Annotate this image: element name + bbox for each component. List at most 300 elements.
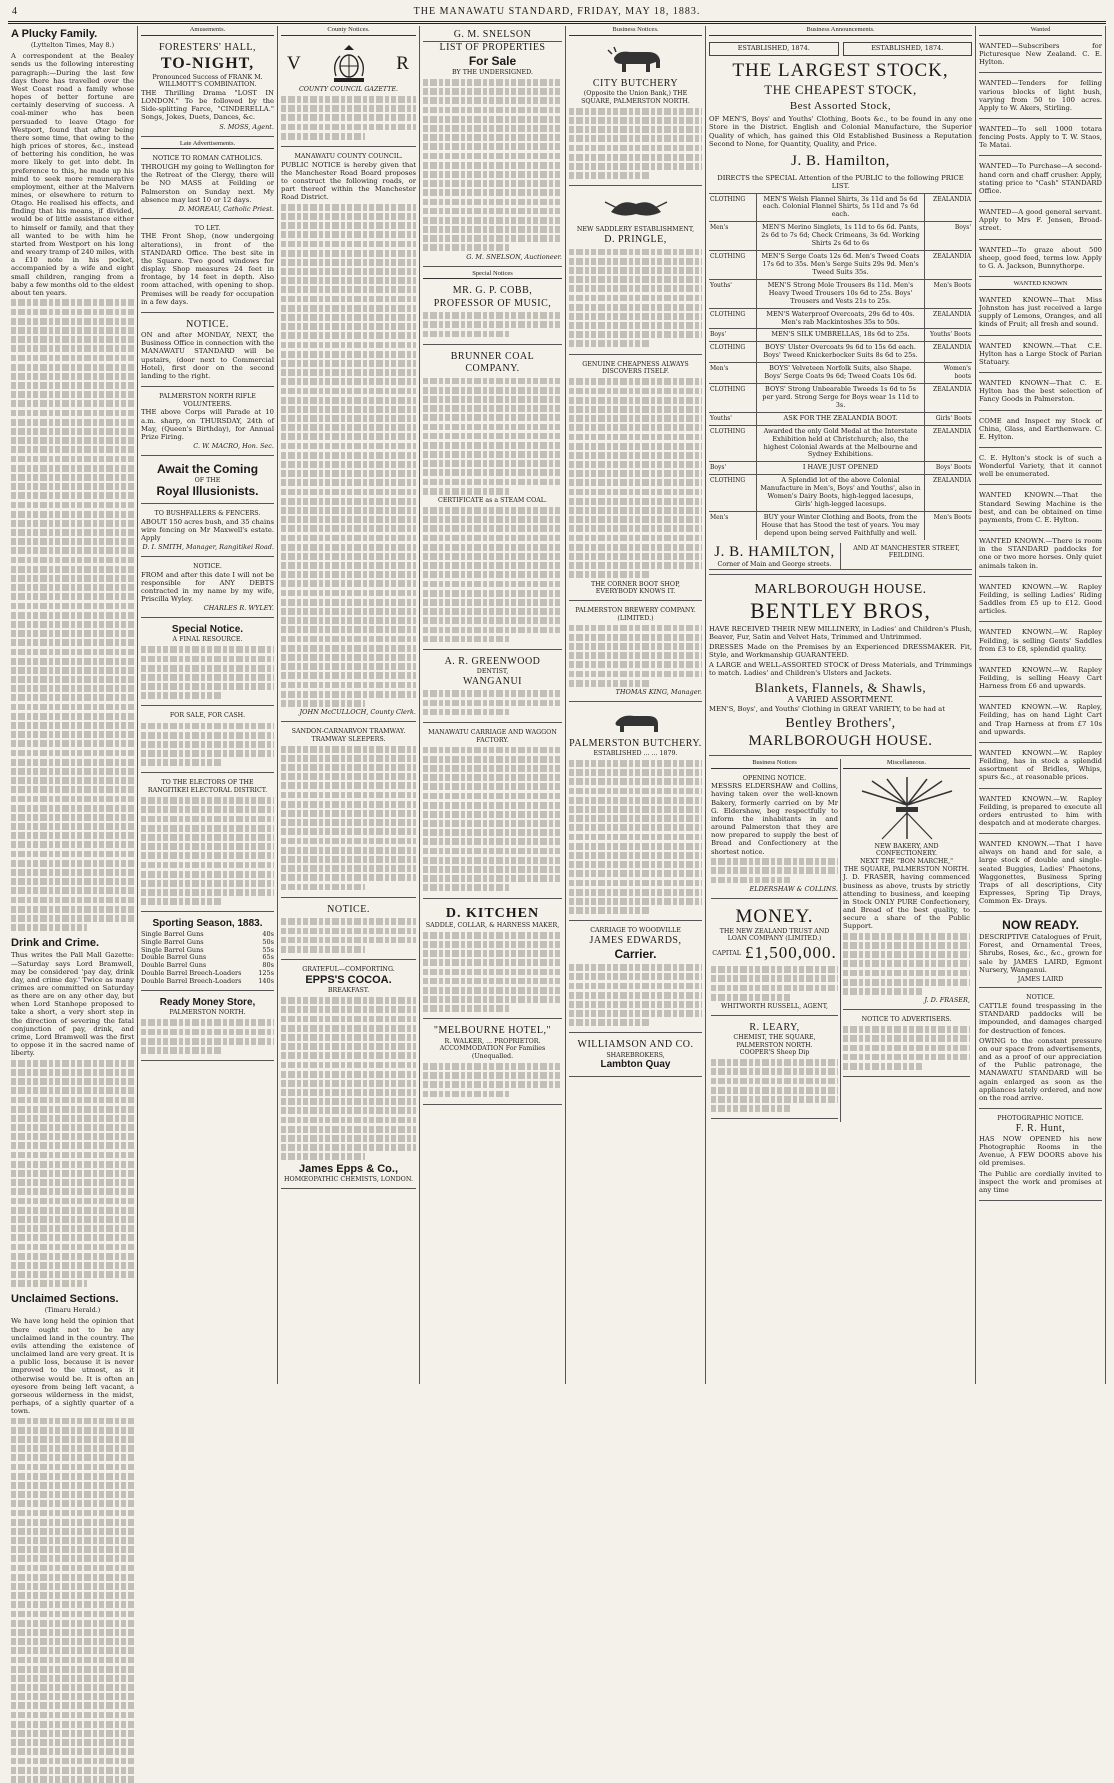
price-row-right-label: Boys': [924, 222, 972, 250]
tonight-heading: TO-NIGHT,: [160, 55, 255, 73]
hamilton-ad: [709, 39, 972, 575]
price-row-left-label: CLOTHING: [709, 384, 757, 412]
price-row-left-label: CLOTHING: [709, 309, 757, 329]
hamilton-intro: OF MEN'S, Boys' and Youths' Clothing, Boots &c., to be found in any one Store in the District. English and Colonial Manufacture, the Superior Quality of which, has gained this Old Established Business a Reputation Second to None, for Quantity, Quality, and Price.: [709, 115, 972, 148]
now-ready-text: DESCRIPTIVE Catalogues of Fruit, Forest, and Ornamental Trees, Shrubs, Roses, &c., &c., grown for sale by JAMES LAIRD, Egmont Nursery, Wanganui.: [979, 933, 1102, 974]
catholics-ad: [141, 152, 274, 218]
gun-price: 55s: [262, 945, 274, 954]
price-row-right-label: ZEALANDIA: [924, 251, 972, 279]
late-ads-header: Late Advertisements.: [141, 140, 274, 150]
gun-price: 140s: [258, 977, 274, 986]
price-row-text: BOYS' Velveteen Norfolk Suits, also Shape. Boys' Serge Coats 9s 6d; Tweed Coats 10s 6d.: [764, 364, 917, 381]
known-11-text: WANTED KNOWN.—W. Rapley, Feilding, has on hand Light Cart and Trap Harness at from £7 10s and upwards.: [979, 703, 1102, 736]
fraser-sig: J. D. FRASER,: [924, 996, 970, 1005]
price-list-row: [709, 425, 972, 462]
snelson-header: G. M. SNELSON: [423, 29, 562, 42]
known-12: [979, 746, 1102, 789]
gun-price-list: [141, 931, 274, 986]
dentist-name: A. R. GREENWOOD: [444, 655, 541, 667]
varied: A VARIED ASSORTMENT.: [787, 695, 894, 705]
county-council-ad: [281, 150, 416, 722]
wanted-2-text: WANTED—Tenders for felling various blocks of light bush, varying from 50 to 100 acres. Apply to W. Akers, Stirling.: [979, 79, 1102, 112]
column-7: [976, 26, 1106, 1384]
carriage-factory-ad: [423, 726, 562, 899]
wanted-5: [979, 205, 1102, 239]
electors-title: TO THE ELECTORS OF THE RANGITIKEI ELECTORAL DISTRICT.: [147, 779, 268, 795]
price-list-row: [709, 362, 972, 383]
pringle-name: D. PRINGLE,: [604, 234, 667, 246]
fraser-text: J. D. FRASER, having commenced business as above, trusts by strictly attending to business, and keeping in Stock ONLY PURE Confectionery, and Bread of the best quality, to secure a share of the Public Support.: [843, 873, 970, 931]
notice-text: ON and after MONDAY, NEXT, the Business Office in connection with the MANAWATU STANDARD will be upstairs, (door next to Commercial Hotel), first door on the second landing to the right.: [141, 331, 274, 380]
special-notices-header: Special Notices: [423, 270, 562, 280]
dentist-title: DENTIST,: [476, 668, 509, 676]
melbourne-title: "MELBOURNE HOTEL,": [433, 1025, 552, 1037]
price-row-left-label: Youths': [709, 413, 757, 425]
hunt-text: HAS NOW OPENED his new Photographic Rooms in the Avenue, A FEW DOORS above his old premises.: [979, 1134, 1102, 1168]
gun-price: 40s: [262, 929, 274, 938]
brewery-title: PALMERSTON BREWERY COMPANY. (LIMITED.): [575, 606, 696, 622]
sleepers-title: TRAMWAY SLEEPERS.: [311, 735, 386, 743]
known-1: [979, 293, 1102, 336]
known-6: [979, 488, 1102, 531]
certificate: CERTIFICATE as a STEAM COAL.: [438, 497, 547, 504]
bentley-brothers: Bentley Brothers',: [785, 716, 896, 732]
known-9: [979, 625, 1102, 659]
hamilton-footer-name: J. B. HAMILTON,: [714, 543, 835, 560]
bentley-mens: MEN'S, Boys', and Youths' Clothing in GREAT VARIETY, to be had at: [709, 705, 945, 714]
williamson-ad: [569, 1036, 702, 1076]
price-row-right-label: Men's Boots: [924, 280, 972, 308]
leary-ad: [711, 1019, 838, 1120]
rifle-title: PALMERSTON NORTH RIFLE VOLUNTEERS.: [159, 393, 256, 408]
wanted-2: [979, 76, 1102, 119]
county-gazette-ad: [281, 39, 416, 147]
ready-money-sub: PALMERSTON NORTH.: [169, 1009, 246, 1017]
known-8: [979, 580, 1102, 623]
known-7: [979, 534, 1102, 577]
tramway-ad: [281, 725, 416, 898]
masthead: [8, 6, 1106, 20]
brunner-ad: [423, 348, 562, 650]
notice-3-title: NOTICE.: [327, 903, 370, 915]
butchery-established: ESTABLISHED ... ... 1879.: [593, 750, 678, 758]
bentley-ad: [709, 578, 972, 756]
whitworth: WHITWORTH RUSSELL, AGENT,: [720, 1003, 829, 1010]
hunt-name: F. R. Hunt,: [1015, 1122, 1066, 1134]
wanted-3: [979, 122, 1102, 156]
hunt-end: The Public are cordially invited to inspect the work and promises at any time: [979, 1169, 1102, 1194]
advertisers-title: NOTICE TO ADVERTISERS.: [861, 1016, 952, 1024]
edwards-name: JAMES EDWARDS,: [589, 934, 682, 946]
best-assorted: Best Assorted Stock,: [789, 99, 892, 112]
drama-text: THE Thrilling Drama "LOST IN LONDON." To be followed by the Side-splitting Farce, "CINDERELLA." Songs, Jokes, Duets, Dances, &c.: [141, 88, 274, 122]
opening-notice: OPENING NOTICE.: [742, 774, 807, 782]
known-10-text: WANTED KNOWN.—W. Rapley Feilding, is selling Heavy Cart Harness from £6 and upwards.: [979, 665, 1102, 691]
cooper-dip: COOPER'S Sheep Dip: [739, 1049, 810, 1057]
known-9-text: WANTED KNOWN.—W. Rapley Feilding, is selling Gents' Saddles from £3 to £8, splendid quality.: [979, 628, 1102, 653]
price-row-left-label: Youths': [709, 280, 757, 308]
price-row-right-label: ZEALANDIA: [924, 194, 972, 222]
corner-boot-ad: [569, 358, 702, 601]
notice-title: NOTICE.: [186, 318, 229, 330]
rifle-ad: [141, 390, 274, 456]
known-6-text: WANTED KNOWN.—That the Standard Sewing Machine is the best, and can be obtained on time payments, from C. E. Hylton.: [979, 491, 1102, 524]
known-2-text: WANTED KNOWN.—That C.E. Hylton has a Large Stock of Parian Statuary.: [979, 341, 1102, 366]
known-5: [979, 451, 1102, 485]
price-row-left-label: CLOTHING: [709, 251, 757, 279]
drink-crime-title: Drink and Crime.: [11, 936, 100, 949]
known-13-text: WANTED KNOWN.—W. Rapley Feilding, is prepared to execute all orders entrusted to him with despatch and at moderate charges.: [979, 794, 1102, 827]
kitchen-name: D. KITCHEN: [445, 905, 540, 921]
catholics-text: THROUGH my going to Wellington for the Retreat of the Clergy, there will be NO MASS at Feilding or Palmerston on Sunday next. My absence may last 10 or 12 days.: [141, 163, 274, 204]
gun-price: 125s: [258, 969, 274, 978]
wyley-notice-title: NOTICE.: [193, 562, 222, 570]
largest-stock: THE LARGEST STOCK,: [732, 59, 949, 81]
fraser-square: THE SQUARE, PALMERSTON NORTH.: [843, 865, 970, 873]
ready-money-ad: [141, 994, 274, 1061]
known-3-text: WANTED KNOWN—That C. E. Hylton has the best selection of Fancy Goods in Palmerston.: [979, 379, 1102, 404]
now-ready-title: NOW READY.: [1002, 918, 1079, 933]
price-row-left-label: Boys': [709, 462, 757, 474]
known-3: [979, 376, 1102, 410]
city-butchery-ad: [569, 39, 702, 186]
sporting-ad: [141, 915, 274, 991]
kitchen-ad: [423, 902, 562, 1020]
catholics-title: NOTICE TO ROMAN CATHOLICS.: [152, 155, 263, 163]
known-5-text: C. E. Hylton's stock is of such a Wonderful Variety, that it cannot well be enumerated.: [979, 454, 1102, 479]
advertisers-ad: [843, 1013, 970, 1077]
price-list-table: [709, 193, 972, 540]
price-row-right-label: ZEALANDIA: [924, 384, 972, 412]
article-text-filler-2: [11, 1060, 134, 1287]
genuine-title: GENUINE CHEAPNESS ALWAYS DISCOVERS ITSELF.: [582, 360, 689, 376]
snelson-sig: G. M. SNELSON, Auctioneer.: [466, 252, 562, 261]
page-number: 4: [12, 6, 18, 17]
price-row-left-label: Boys': [709, 329, 757, 341]
known-4-text: COME and Inspect my Stock of China, Glass, and Earthenware. C. E. Hylton.: [979, 416, 1102, 441]
notice-ad: [141, 316, 274, 387]
rifle-sig: C. W. MACRO, Hon. Sec.: [193, 441, 274, 450]
price-row-text: MEN'S Merino Singlets, 1s 11d to 6s 6d. Pants, 2s 6d to 7s 6d; Check Crimeans, 3s 6d. Working Shirts 2s 6d to 6s: [761, 223, 920, 248]
bon-marche: NEXT THE "BON MARCHE,": [860, 858, 953, 865]
brunner-title: BRUNNER COAL COMPANY.: [450, 350, 535, 374]
now-ready-ad: [979, 915, 1102, 988]
price-list-row: [709, 193, 972, 222]
gun-item: Single Barrel Guns: [141, 929, 204, 938]
eldershaw-ad: [711, 772, 838, 899]
laird-sig: JAMES LAIRD: [1017, 975, 1064, 983]
epps-company: James Epps & Co.,: [298, 1162, 399, 1175]
city-butchery-address: (Opposite the Union Bank,) THE SQUARE, PALMERSTON NORTH.: [581, 90, 690, 105]
wanganui: WANGANUI: [463, 675, 522, 687]
ready-money-title: Ready Money Store,: [159, 997, 256, 1009]
cobb-name: MR. G. P. COBB,: [452, 285, 533, 297]
price-row-right-label: Girls' Boots: [924, 413, 972, 425]
breakfast: BREAKFAST.: [327, 987, 370, 995]
gun-item: Single Barrel Guns: [141, 937, 204, 946]
known-8-text: WANTED KNOWN.—W. Rapley Feilding, is selling Ladies' Riding Saddles from £5 up to £12. Good articles.: [979, 582, 1102, 616]
business-announcements-header: Business Announcements.: [709, 26, 972, 36]
carrier-ad: [569, 924, 702, 1033]
price-row-text: BOYS' Strong Unbearable Tweeds 1s 6d to 5s per yard. Strong Serge for Boys wear 1s 11d to 3s.: [762, 385, 919, 409]
marlborough-house: MARLBOROUGH HOUSE.: [754, 581, 927, 597]
gazette-title: COUNTY COUNCIL GAZETTE.: [298, 85, 399, 93]
price-row-left-label: Men's: [709, 363, 757, 383]
plucky-text: A correspondent at the Bealey sends us the following interesting paragraph:—During the last few days there has travelled over the West Coast road a family whose hopes of better fortune are certainly deserving of success. A coal-miner who has been persuaded to leave Otago for Westport, found that after being there some time, that owing to the high prices of stores, &c., instead of bettering his condition, he was more likely to get into debt. In preference to this, he made up his mind to seek more remunerative employment, either at the Malvern mines, or elsewhere to return to Otago. He realised his effects, and finding that his means, if divided, would be of little assistance either to himself or family, and that they all wanted to be with him he started from Westport on his long and weary tramp of 240 miles, with a £10 note in his pocket, accompanied by a wife and eight small children, ranging from a baby a few months old to the eldest about ten years.: [11, 52, 134, 297]
bentley-dresses: DRESSES Made on the Premises by an Experienced DRESSMAKER. Fit, Style, and Workmanship GUARANTEED.: [709, 642, 972, 660]
gun-item: Double Barrel Breech-Loaders: [141, 977, 242, 986]
eldershaw-sig: ELDERSHAW & COLLINS.: [749, 884, 838, 893]
ox-icon: [608, 710, 664, 736]
price-list-row: [709, 341, 972, 362]
wanted-4-text: WANTED—To Purchase—A second-hand corn and chaff crusher. Apply, stating price to "Cash" STANDARD Office.: [979, 162, 1102, 195]
for-sale-title: FOR SALE, FOR CASH.: [169, 712, 246, 720]
owing-text: OWING to the constant pressure on our space from advertisements, and as a proof of our appreciation of the Public patronage, the MANAWATU STANDARD will be again enlarged as soon as the appliances lately ordered, and now on the road arrive.: [979, 1036, 1102, 1102]
notice-3-ad: [281, 901, 416, 960]
known-14: [979, 837, 1102, 912]
known-1-text: WANTED KNOWN—That Miss Johnston has just received a large supply of Lemons, Oranges, and all kinds of Fruit; all fresh and sound.: [979, 295, 1102, 329]
capital-amount: £1,500,000.: [744, 943, 837, 963]
price-row-right-label: ZEALANDIA: [924, 475, 972, 511]
wanted-4: [979, 159, 1102, 202]
known-13: [979, 792, 1102, 835]
wyley-notice-text: FROM and after this date I will not be responsible for ANY DEBTS contracted in my name by my wife, Priscilla Wyley.: [141, 570, 274, 604]
masthead-rule-2: [8, 23, 1106, 24]
leary-chemist: CHEMIST, THE SQUARE, PALMERSTON NORTH.: [733, 1033, 816, 1049]
for-sale-heading: For Sale: [468, 54, 517, 69]
price-row-right-label: Men's Boots: [924, 512, 972, 540]
miscellaneous-header: Miscellaneous.: [843, 759, 970, 769]
price-row-text: BOYS' Ulster Overcoats 9s 6d to 15s 6d each. Boys' Tweed Knickerbocker Suits 8s 6d to 25s.: [763, 343, 918, 360]
price-row-left-label: Men's: [709, 512, 757, 540]
undersigned: BY THE UNDERSIGNED.: [452, 69, 533, 76]
gun-price: 65s: [262, 953, 274, 962]
foresters-hall-text: Pronounced Success of FRANK M. WILLMOTT'S COMBINATION.: [152, 73, 263, 89]
column-2: [138, 26, 278, 1384]
epps-title: EPPS'S COCOA.: [305, 973, 392, 986]
blankets: Blankets, Flannels, & Shawls,: [754, 679, 927, 695]
epps-chemists: HOMŒOPATHIC CHEMISTS, LONDON.: [284, 1175, 413, 1183]
city-butchery-title: CITY BUTCHERY: [592, 77, 679, 89]
of-the: OF THE: [194, 476, 221, 484]
price-row-right-label: ZEALANDIA: [924, 426, 972, 462]
accommodation: ACCOMMODATION For Families (Unequalled.: [439, 1045, 546, 1060]
for-sale-ad: [141, 709, 274, 773]
to-let-text: THE Front Shop, (now undergoing alterations), in front of the STANDARD Office. The best site in the Square. Two good windows for display. Shop measures 24 feet in frontage, by 14 feet in depth. Also room attached, with opening to shop. Premises will be ready for occupation in a few days.: [141, 232, 274, 306]
carriage-factory-title: MANAWATU CARRIAGE AND WAGGON FACTORY.: [428, 728, 557, 744]
column-4: [420, 26, 566, 1384]
price-list-row: [709, 250, 972, 279]
price-row-text: BUY your Winter Clothing and Boots, from the House that has Stood the test of years. You may depend upon being served Faithfully and well.: [761, 513, 920, 537]
plucky-source: (Lyttelton Times, May 8.): [30, 41, 115, 50]
masthead-rule: [8, 21, 1106, 22]
everybody: EVERYBODY KNOWS IT.: [595, 588, 676, 596]
wanted-1: [979, 39, 1102, 73]
coat-of-arms-icon: [324, 42, 374, 86]
special-notice-ad: [141, 621, 274, 706]
gun-price-row: [141, 978, 274, 986]
saddlery-ad: [569, 189, 702, 354]
gun-item: Double Barrel Guns: [141, 953, 207, 962]
cobb-title: PROFESSOR OF MUSIC,: [433, 297, 552, 309]
established-box-right: ESTABLISHED, 1874.: [843, 42, 973, 56]
price-row-right-label: ZEALANDIA: [924, 309, 972, 329]
price-list-row: [709, 474, 972, 511]
county-council-title: MANAWATU COUNTY COUNCIL.: [294, 152, 403, 160]
known-2: [979, 339, 1102, 373]
price-row-left-label: CLOTHING: [709, 475, 757, 511]
price-row-right-label: Boys' Boots: [924, 462, 972, 474]
wyley-sig: CHARLES R. WYLEY.: [203, 604, 274, 613]
agent-sig: S. MOSS, Agent.: [219, 122, 274, 131]
price-row-text: I HAVE JUST OPENED: [802, 463, 879, 472]
bull-icon: [606, 44, 666, 76]
wheatsheaf-icon: [852, 777, 962, 841]
price-row-text: MEN'S Serge Coats 12s 6d. Men's Tweed Coats 17s 6d to 35s. Men's Serge Suits 29s 9d. Men's Tweed Suits 35s.: [761, 252, 920, 276]
hamilton-manchester: AND AT MANCHESTER STREET, FEILDING.: [853, 544, 960, 560]
article-text-filler: [11, 299, 134, 931]
known-7-text: WANTED KNOWN.—There is room in the STANDARD paddocks for one or two more horses. Only quiet animals taken in.: [979, 537, 1102, 570]
saddle-icon: [601, 194, 671, 224]
plucky-title: A Plucky Family.: [11, 28, 98, 40]
final-resource: A FINAL RESOURCE.: [172, 636, 243, 644]
vr-letter-r: R: [396, 53, 410, 75]
palmerston-butchery-ad: [569, 705, 702, 921]
brewery-ad: [569, 604, 702, 702]
county-clerk-sig: JOHN McCULLOCH, County Clerk.: [299, 708, 416, 717]
sporting-title: Sporting Season, 1883.: [152, 918, 263, 930]
bakery-title: NEW BAKERY, AND CONFECTIONERY.: [874, 842, 939, 858]
masthead-title: THE MANAWATU STANDARD, FRIDAY, MAY 18, 1883.: [413, 6, 701, 17]
price-row-left-label: CLOTHING: [709, 342, 757, 362]
bentley-large: A LARGE and WELL-ASSORTED STOCK of Dress Materials, and Trimmings to match. Ladies' and Children's Ulsters and Jackets.: [709, 661, 972, 678]
price-list-row: [709, 461, 972, 474]
price-row-left-label: Men's: [709, 222, 757, 250]
foresters-hall-ad: [141, 39, 274, 137]
price-row-text: MEN'S Waterproof Overcoats, 29s 6d to 40s. Men's rab Mackintoshes 35s to 50s.: [766, 309, 915, 326]
price-list-row: [709, 383, 972, 412]
rifle-text: THE above Corps will Parade at 10 a.m. sharp, on THURSDAY, 24th of May, (Queen's Birthday), for Annual Prize Firing.: [141, 408, 274, 441]
hamilton-name: J. B. Hamilton,: [791, 152, 890, 169]
unclaimed-title: Unclaimed Sections.: [11, 1293, 119, 1306]
business-notices-header: Business Notices.: [569, 26, 702, 36]
melbourne-hotel-ad: [423, 1022, 562, 1104]
price-row-right-label: ZEALANDIA: [924, 342, 972, 362]
marlborough-house-2: MARLBOROUGH HOUSE.: [748, 733, 933, 750]
await-heading: Await the Coming: [156, 461, 259, 476]
notice-7-ad: [979, 991, 1102, 1109]
price-list-intro: DIRECTS the SPECIAL Attention of the PUBLIC to the following PRICE LIST.: [717, 174, 964, 191]
wyley-notice-ad: [141, 560, 274, 618]
price-list-row: [709, 221, 972, 250]
palmerston-butchery-title: PALMERSTON BUTCHERY.: [569, 737, 702, 749]
vr-letter-v: V: [287, 53, 302, 75]
drink-crime-text: Thus writes the Pall Mall Gazette:—Saturday says Lord Bramwell, may be considered 'pay day, drink day, and crime day.' Twice as many crimes are committed on Saturday as there are on any other day, but when Lord Stanhope proposed to take a short, a very short step in the direction of severing the fatal conjunction of pay, drink, and crime, Lord Bramwell was the first to oppose it in the sacred name of liberty.: [11, 951, 134, 1058]
special-notice-title: Special Notice.: [171, 624, 244, 636]
foresters-hall-title: FORESTERS' HALL,: [158, 41, 257, 53]
price-row-text: ASK FOR THE ZEALANDIA BOOT.: [783, 413, 898, 422]
dentist-ad: [423, 653, 562, 723]
lambton-quay: Lambton Quay: [600, 1059, 671, 1071]
price-row-text: MEN'S SILK UMBRELLAS, 18s 6d to 25s.: [771, 330, 910, 339]
price-row-left-label: CLOTHING: [709, 194, 757, 222]
tramway-title: SANDON-CARNARVON TRAMWAY.: [291, 728, 406, 735]
wanted-3-text: WANTED—To sell 1000 totara fencing Posts. Apply to T. W. Staos, Te Matai.: [979, 125, 1102, 150]
known-4: [979, 414, 1102, 448]
established-box-left: ESTABLISHED, 1874.: [709, 42, 839, 56]
cattle-text: CATTLE found trespassing in the STANDARD paddocks will be impounded, and damages charged for destruction of fences.: [979, 1002, 1102, 1035]
price-row-text: MEN'S Welsh Flannel Shirts, 3s 11d and 5s 6d each. Colonial Flannel Shirts, 5s 11d and 7s 6d each.: [762, 194, 919, 219]
photographic-ad: [979, 1112, 1102, 1201]
price-row-text: MEN'S Strong Mole Trousers 8s 11d. Men's Heavy Tweed Trousers 10s 6d to 25s. Boys' Trousers and Vests 21s to 25s.: [767, 280, 914, 305]
price-list-row: [709, 328, 972, 341]
price-row-right-label: Youths' Boots: [924, 329, 972, 341]
sharebrokers: SHAREBROKERS,: [606, 1051, 665, 1059]
fraser-ad: [843, 772, 970, 1010]
illusionists-ad: [141, 459, 274, 504]
county-notices-header: County Notices.: [281, 26, 416, 36]
photo-title: PHOTOGRAPHIC NOTICE.: [997, 1115, 1084, 1123]
price-row-text: A Splendid lot of the above Colonial Manufacture in Men's, Boys' and Youths', also in Women's Dairy Boots, high-legged lacesups, Girls' high-legged lacesups.: [760, 476, 921, 509]
wanted-6: [979, 243, 1102, 277]
properties-title: LIST OF PROPERTIES: [439, 42, 546, 54]
gun-item: Single Barrel Guns: [141, 945, 204, 954]
walker: R. WALKER, ... PROPRIETOR.: [444, 1037, 541, 1045]
county-council-text: PUBLIC NOTICE is hereby given that the Manchester Road Board proposes to construct the following roads, or part thereof within the Manchester Road District.: [281, 160, 416, 202]
bentley-millinery: HAVE RECEIVED THEIR NEW MILLINERY, in Ladies' and Children's Plush, Beaver, Fur, Satin and Velvet Hats, Trimmed and Untrimmed.: [709, 624, 972, 641]
carriage-woodville: CARRIAGE TO WOODVILLE: [590, 927, 681, 935]
eldershaw-text: MESSRS ELDERSHAW and Collins, having taken over the well-known Bakery, formerly carried on by Mr G. Eldershaw, beg respectfully to inform the inhabitants in and around Palmerston that they are now prepared to supply the best of Bread and Confectionery at the shortest notice.: [711, 782, 838, 856]
wanted-6-text: WANTED—To graze about 500 sheep, good feed, terms low. Apply to G. A. Jackson, Bunnythorpe.: [979, 245, 1102, 270]
grateful: GRATEFUL—COMFORTING.: [302, 966, 395, 974]
gun-item: Double Barrel Breech-Loaders: [141, 969, 242, 978]
snelson-ad: [423, 26, 562, 267]
gun-item: Double Barrel Guns: [141, 961, 207, 970]
electors-ad: [141, 776, 274, 912]
epps-cocoa-ad: [281, 963, 416, 1189]
leary-name: R. LEARY,: [749, 1021, 800, 1033]
unclaimed-source: (Timaru Herald.): [44, 1306, 101, 1315]
bentley-bros: BENTLEY BROS,: [750, 597, 931, 623]
notice-7-title: NOTICE.: [1026, 994, 1055, 1002]
price-list-row: [709, 412, 972, 425]
wanted-1-text: WANTED—Subscribers for Picturesque New Zealand. C. E. Hylton.: [979, 41, 1102, 67]
bushfallers-title: TO BUSHFALLERS & FENCERS.: [154, 509, 261, 517]
to-let-title: TO LET.: [194, 224, 221, 232]
royal-illusionists: Royal Illusionists.: [156, 484, 259, 499]
money-ad: [711, 902, 838, 1016]
amusements-header: Amusements.: [141, 26, 274, 36]
wanted-header: Wanted: [979, 26, 1102, 36]
cheapest-stock: THE CHEAPEST STOCK,: [764, 82, 917, 98]
price-list-row: [709, 511, 972, 540]
nz-loan: THE NEW ZEALAND TRUST AND LOAN COMPANY (LIMITED.): [719, 927, 830, 943]
column-3: [278, 26, 420, 1384]
gun-price: 80s: [262, 961, 274, 970]
brewery-sig: THOMAS KING, Manager.: [615, 687, 702, 696]
to-let-ad: [141, 222, 274, 313]
price-list-row: [709, 279, 972, 308]
price-list-row: [709, 308, 972, 329]
williamson-name: WILLIAMSON AND CO.: [577, 1039, 694, 1051]
column-6: [706, 26, 976, 1384]
known-14-text: WANTED KNOWN.—That I have always on hand and for sale, a large stock of double and single-seated Buggies, Ladies' Phaetons, Waggonettes, Business Spring Traps of all descriptions, City Expresses, Spring Tip Drays, Common Ex- Drays.: [979, 840, 1102, 906]
cobb-ad: [423, 282, 562, 344]
known-10: [979, 663, 1102, 697]
wanted-5-text: WANTED—A good general servant. Apply to Mrs F. Jensen, Broad-street.: [979, 208, 1102, 233]
column-5: [566, 26, 706, 1384]
gun-price: 50s: [262, 937, 274, 946]
